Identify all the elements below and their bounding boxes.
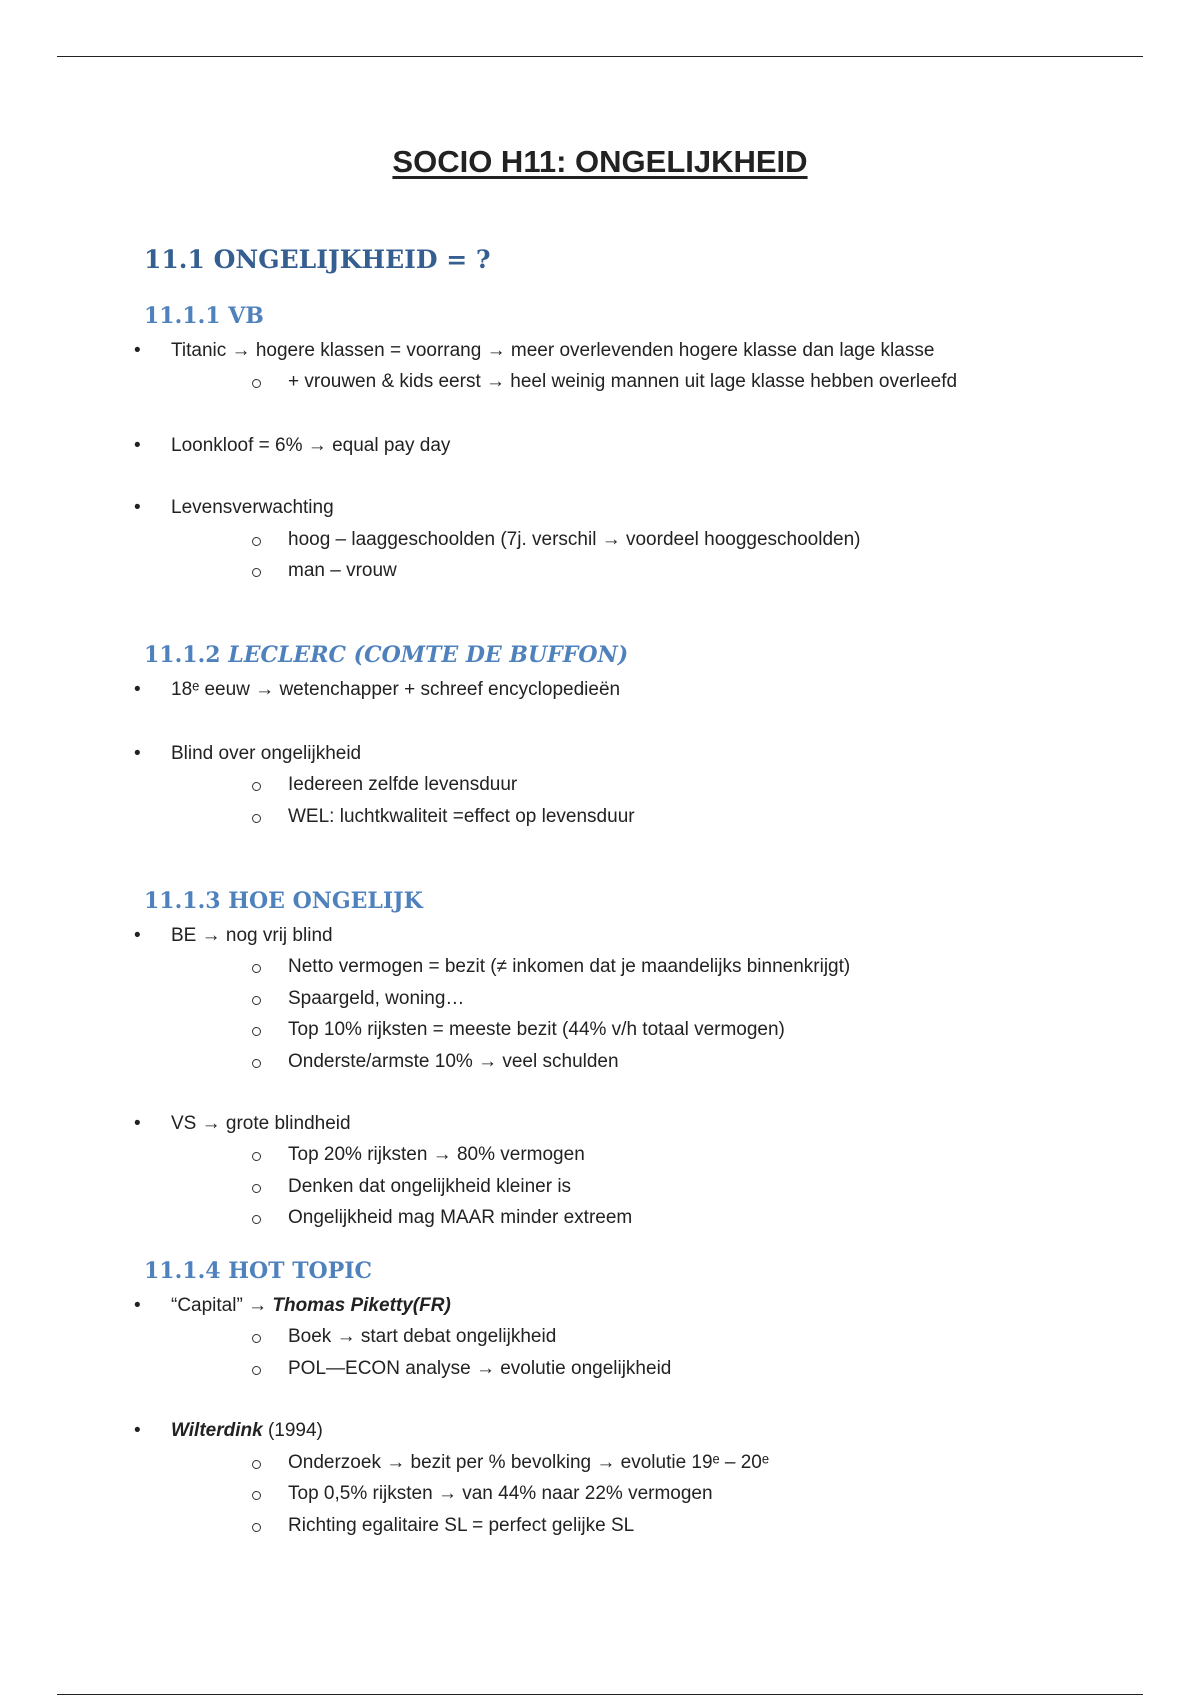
document-body: 11.1 ONGELIJKHEID = ? 11.1.1 VB Titanic → hogere klassen = voorrang → meer overlevenden hogere klasse dan lage klasse + vrouwen & kids eerst → heel weinig mannen uit lage klasse hebben overleefd Loonkloof = 6% → equal pay day Levensverwachting hoog – laaggeschoolden (7j. verschil → voordeel hooggeschoolden) man – vrouw 11.1.2 LECLERC (COMTE DE BUFFON) 18ᵉ eeuw → wetenchapper + schreef encyclopedieën Blind over ongelijkheid Iedereen zelfde levensduur WEL: luchtkwaliteit =effect op levensduur 11.1.3 HOE ONGELIJK BE → nog vrij blind Netto vermogen = bezit (≠ inkomen dat je maandelijks binnenkrijgt) Spaargeld, woning… Top 10% rijksten = meeste bezit (44% v/h totaal vermogen) Onderste/armste 10% → veel schulden VS → grote blindheid Top 20% rijksten → 80% vermogen Denken dat ongelijkheid kleiner is Ongelijkheid mag MAAR minder extreem 11.1.4 HOT TOPIC “Capital” → Thomas Piketty(FR) Boek → start debat ongelijkheid POL—ECON analyse → evolutie ongelijkheid Wilterdink (1994) Onderzoek → bezit per % bevolking → evolutie 19ᵉ – 20ᵉ Top 0,5% rijksten → van 44% naar 22% vermogen Richting egalitaire SL = perfect gelijke SL [144, 245, 958, 1536]
heading-11-1-4: 11.1.4 HOT TOPIC [144, 1258, 373, 1284]
heading-11-1-1: 11.1.1 VB [144, 303, 264, 329]
heading-11-1-3: 11.1.3 HOE ONGELIJK [144, 888, 423, 914]
heading-11-1: 11.1 ONGELIJKHEID = ? [144, 245, 491, 274]
page-title: SOCIO H11: ONGELIJKHEID [392, 144, 808, 179]
footer-rule [57, 1694, 1143, 1695]
heading-11-1-2: 11.1.2 LECLERC (COMTE DE BUFFON) [144, 642, 629, 668]
